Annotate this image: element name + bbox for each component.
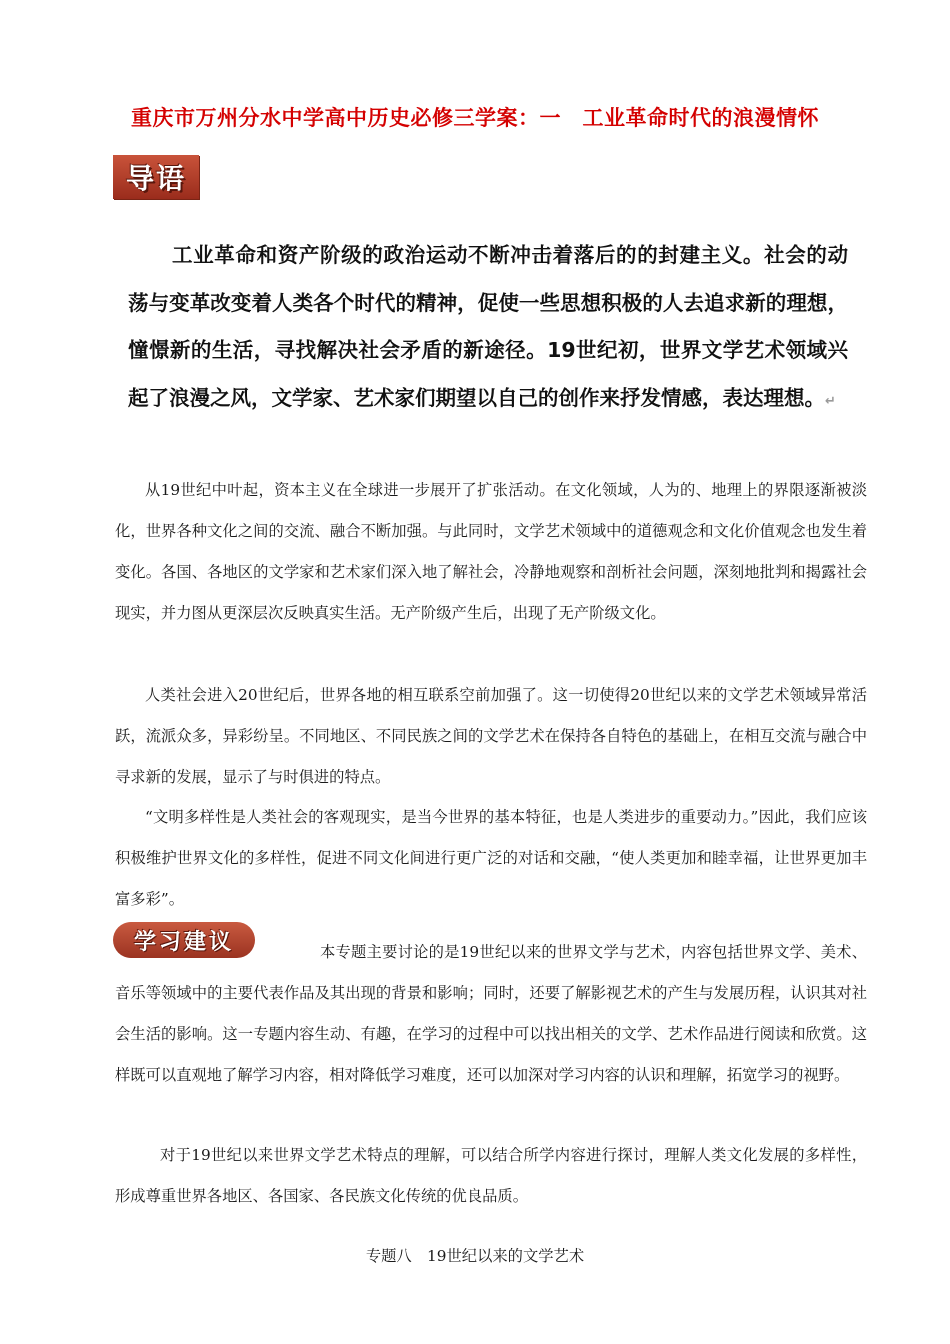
return-mark-icon: ↵ bbox=[825, 393, 836, 409]
body-paragraph-3: “文明多样性是人类社会的客观现实，是当今世界的基本特征，也是人类进步的重要动力。”因此，我们应该积极维护世界文化的多样性，促进不同文化间进行更广泛的对话和交融，“使人类更加和睦幸福，让世界更加丰富多彩”。 bbox=[115, 808, 867, 908]
page-footer: 专题八 19世纪以来的文学艺术 bbox=[365, 1247, 585, 1265]
intro-paragraph bbox=[128, 232, 848, 425]
daoyu-section-badge: 导语 bbox=[113, 155, 199, 199]
xuexi-jianyi-section-badge: 学习建议 bbox=[113, 922, 255, 958]
intro-text: 工业革命和资产阶级的政治运动不断冲击着落后的的封建主义。社会的动荡与变革改变着人类各个时代的精神，促使一些思想积极的人去追求新的理想，憧憬新的生活，寻找解决社会矛盾的新途径。19世纪初，世界文学艺术领域兴起了浪漫之风，文学家、艺术家们期望以自己的创作来抒发情感，表达理想。 bbox=[128, 243, 848, 410]
body-paragraph-1: 从19世纪中叶起，资本主义在全球进一步展开了扩张活动。在文化领域，人为的、地理上的界限逐渐被淡化，世界各种文化之间的交流、融合不断加强。与此同时，文学艺术领域中的道德观念和文化价值观念也发生着变化。各国、各地区的文学家和艺术家们深入地了解社会，冷静地观察和剖析社会问题，深刻地批判和揭露社会现实，并力图从更深层次反映真实生活。无产阶级产生后，出现了无产阶级文化。 bbox=[115, 481, 867, 622]
study-advice-paragraph: 本专题主要讨论的是19世纪以来的世界文学与艺术，内容包括世界文学、美术、音乐等领域中的主要代表作品及其出现的背景和影响；同时，还要了解影视艺术的产生与发展历程，认识其对社会生活的影响。这一专题内容生动、有趣，在学习的过程中可以找出相关的文学、艺术作品进行阅读和欣赏。这样既可以直观地了解学习内容，相对降低学习难度，还可以加深对学习内容的认识和理解，拓宽学习的视野。 bbox=[115, 943, 867, 1084]
body-paragraph-5: 对于19世纪以来世界文学艺术特点的理解，可以结合所学内容进行探讨，理解人类文化发展的多样性，形成尊重世界各地区、各国家、各民族文化传统的优良品质。 bbox=[115, 1146, 867, 1205]
page-title: 重庆市万州分水中学高中历史必修三学案：一 工业革命时代的浪漫情怀 bbox=[131, 106, 819, 130]
body-paragraph-2: 人类社会进入20世纪后，世界各地的相互联系空前加强了。这一切使得20世纪以来的文学艺术领域异常活跃，流派众多，异彩纷呈。不同地区、不同民族之间的文学艺术在保持各自特色的基础上，在相互交流与融合中寻求新的发展，显示了与时俱进的特点。 bbox=[115, 686, 867, 786]
